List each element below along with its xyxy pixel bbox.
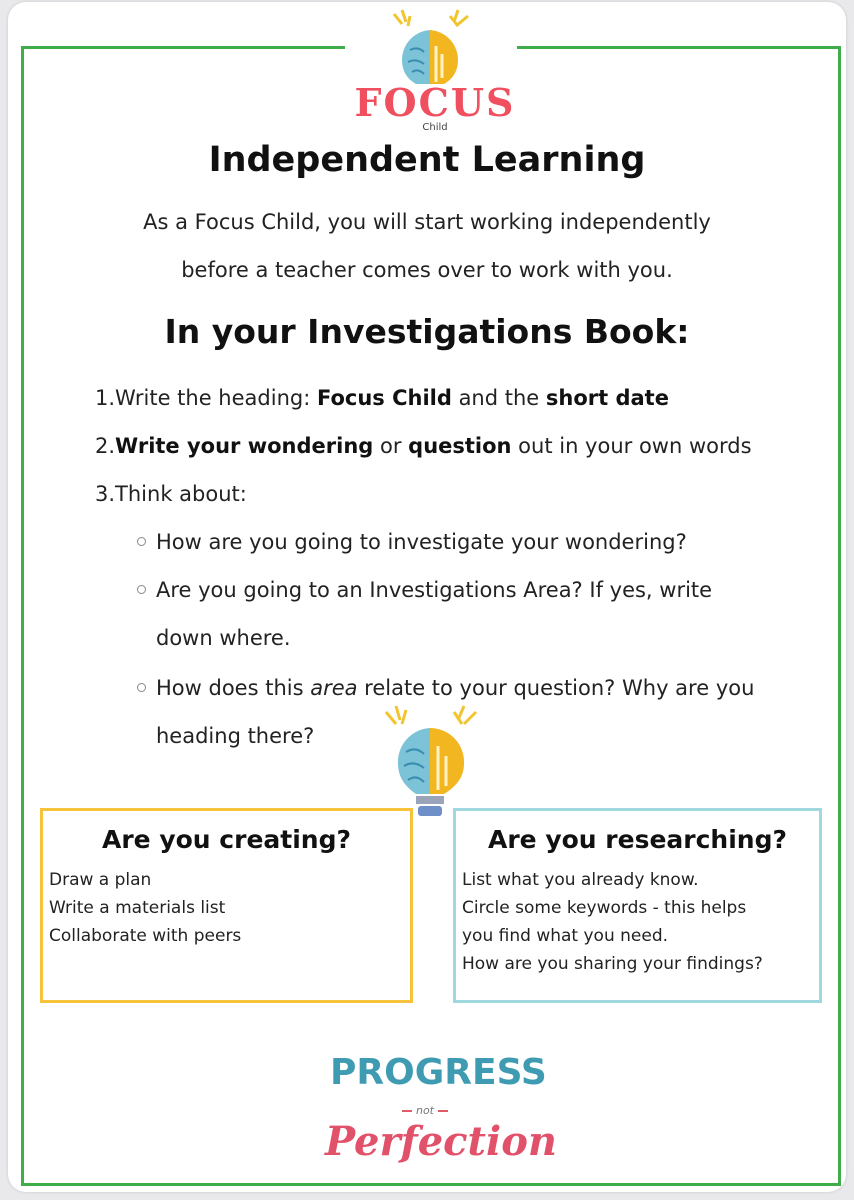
lightbulb-brain-icon [380,702,480,822]
researching-line: Circle some keywords - this helps [462,898,747,918]
focus-logo-text: FOCUS [354,80,516,125]
bullet-3-continued: heading there? [156,724,315,748]
step-3: 3.Think about: [95,482,247,506]
step-1: 1.Write the heading: Focus Child and the short date [95,386,669,410]
creating-box [40,808,413,1003]
researching-box [453,808,822,1003]
researching-line: List what you already know. [462,870,699,890]
creating-line: Collaborate with peers [49,926,242,946]
creating-title: Are you creating? [102,825,351,854]
progress-logo-text: PROGRESS [330,1052,547,1093]
bullet-dot-icon [137,585,146,594]
intro-line-1: As a Focus Child, you will start working independently [143,210,711,234]
researching-title: Are you researching? [487,825,787,854]
bullet-2-continued: down where. [156,626,291,650]
creating-line: Draw a plan [49,870,152,890]
perfection-logo-text: Perfection [325,1118,557,1165]
bullet-dot-icon [137,683,146,692]
bullet-2: Are you going to an Investigations Area? If yes, write [137,578,712,602]
focus-logo-subtext: Child [422,122,448,133]
creating-line: Write a materials list [49,898,226,918]
bullet-3: How does this area relate to your question? Why are you [137,676,754,700]
bullet-dot-icon [137,537,146,546]
page-title: Independent Learning [208,140,646,180]
section-subtitle: In your Investigations Book: [164,312,690,351]
step-2: 2.Write your wondering or question out in your own words [95,434,752,458]
researching-line: you find what you need. [462,926,669,946]
bullet-1: How are you going to investigate your wondering? [137,530,687,554]
intro-line-2: before a teacher comes over to work with you. [181,258,673,282]
researching-line: How are you sharing your findings? [462,954,763,974]
not-logo-text: not [380,1104,470,1117]
lightbulb-brain-icon [380,6,480,90]
